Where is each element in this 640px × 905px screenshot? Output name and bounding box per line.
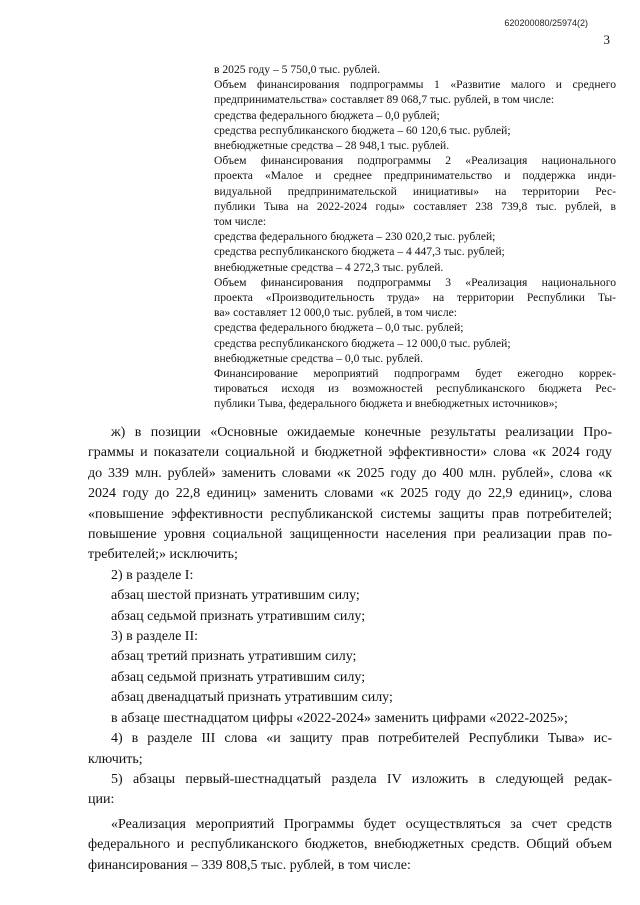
body-text-line: 2) в разделе I:	[111, 567, 194, 583]
body-text-line: абзац двенадцатый признать утратившим силу;	[111, 690, 393, 706]
inset-text-line: Объем финансирования подпрограммы 3 «Реализация национального	[214, 275, 616, 289]
body-text-line: повышение уровня социальной защищенности населения при реализации прав по-	[88, 527, 612, 543]
page-number: 3	[603, 32, 610, 47]
inset-text-line: ва» составляет 12 000,0 тыс. рублей, в том числе:	[214, 306, 457, 320]
body-text-line: 4) в разделе III слова «и защиту прав потребителей Республики Тыва» ис-	[111, 731, 612, 747]
inset-text-line: тироваться исходя из возможностей республиканского бюджета Рес-	[214, 382, 616, 396]
document-code: 620200080/25974(2)	[504, 18, 588, 28]
inset-text-line: видуальной предпринимательской инициативы» на территории Рес-	[214, 184, 616, 198]
body-text-line: «повышение эффективности республиканской системы защиты прав потребителей;	[88, 506, 612, 522]
inset-text-line: проекта «Производительность труда» на территории Республики Ты-	[214, 291, 616, 305]
inset-text-line: в 2025 году – 5 750,0 тыс. рублей.	[214, 63, 381, 76]
inset-text-line: проекта «Малое и среднее предпринимательство и поддержка инди-	[214, 169, 616, 183]
inset-text-line: Финансирование мероприятий подпрограмм будет ежегодно коррек-	[214, 367, 616, 381]
body-text-line: граммы и показатели социальной и бюджетной эффективности» слова «к 2024 году	[88, 445, 612, 461]
body-text-line: «Реализация мероприятий Программы будет осуществляться за счет средств	[111, 816, 612, 832]
inset-text-line: внебюджетные средства – 28 948,1 тыс. рублей.	[214, 139, 450, 153]
body-text-line: абзац седьмой признать утратившим силу;	[111, 669, 366, 685]
inset-text-line: публики Тыва на 2022-2024 годы» составляет 238 739,8 тыс. рублей, в	[214, 199, 616, 213]
body-text-line: абзац третий признать утратившим силу;	[111, 649, 357, 665]
inset-text-line: том числе:	[214, 215, 267, 229]
main-body-text	[88, 423, 612, 876]
body-text-line: ции:	[88, 792, 115, 808]
body-text-line: федерального и республиканского бюджетов, внебюджетных средств. Общий объем	[88, 837, 612, 853]
inset-text-line: средства федерального бюджета – 0,0 тыс. рублей;	[214, 321, 464, 335]
inset-text-line: Объем финансирования подпрограммы 1 «Развитие малого и среднего	[214, 78, 616, 92]
body-text-line: 3) в разделе II:	[111, 629, 199, 645]
body-text-line: финансирования – 339 808,5 тыс. рублей, в том числе:	[88, 857, 411, 873]
body-text-line: ж) в позиции «Основные ожидаемые конечные результаты реализации Про-	[111, 425, 612, 440]
body-text-line: до 339 млн. рублей» заменить словами «к 2025 году до 400 млн. рублей», слова «к	[88, 465, 612, 481]
body-text-line: ключить;	[88, 751, 143, 767]
inset-text-line: внебюджетные средства – 0,0 тыс. рублей.	[214, 351, 424, 365]
body-text-line: в абзаце шестнадцатом цифры «2022-2024» заменить цифрами «2022-2025»;	[111, 710, 568, 726]
inset-text-line: средства республиканского бюджета – 60 120,6 тыс. рублей;	[214, 123, 511, 137]
body-text-line: абзац седьмой признать утратившим силу;	[111, 608, 366, 624]
body-text-line: 5) абзацы первый-шестнадцатый раздела IV изложить в следующей редак-	[111, 771, 612, 787]
inset-text-line: средства республиканского бюджета – 4 447,3 тыс. рублей;	[214, 245, 505, 259]
body-text-line: 2024 году до 22,8 единиц» заменить словами «к 2025 году до 22,9 единиц», слова	[88, 486, 612, 502]
body-text-line: абзац шестой признать утратившим силу;	[111, 588, 360, 604]
inset-text-line: средства республиканского бюджета – 12 000,0 тыс. рублей;	[214, 336, 511, 350]
inset-text-line: средства федерального бюджета – 230 020,2 тыс. рублей;	[214, 230, 496, 244]
inset-text-line: средства федерального бюджета – 0,0 рублей;	[214, 108, 440, 122]
financing-inset-block	[214, 62, 616, 412]
inset-text-line: публики Тыва, федерального бюджета и внебюджетных источников»;	[214, 397, 558, 411]
inset-text-line: Объем финансирования подпрограммы 2 «Реализация национального	[214, 154, 616, 168]
inset-text-line: внебюджетные средства – 4 272,3 тыс. рублей.	[214, 260, 444, 274]
inset-text-line: предпринимательства» составляет 89 068,7 тыс. рублей, в том числе:	[214, 93, 555, 107]
body-text-line: требителей;» исключить;	[88, 547, 238, 563]
